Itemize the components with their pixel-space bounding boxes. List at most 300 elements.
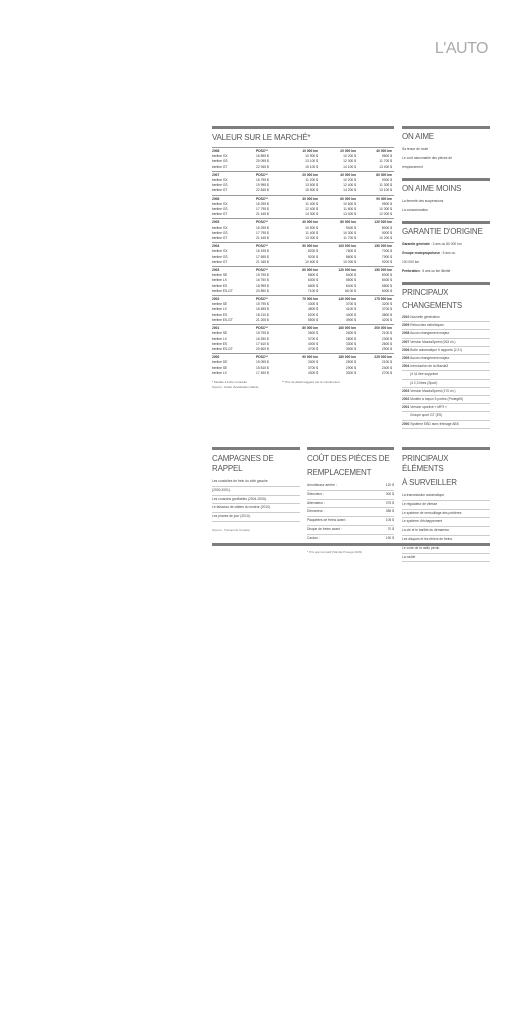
cost-row [307,500,394,509]
table-cell: 7900 $ [381,254,392,259]
header-cell: 2007 [212,172,220,177]
cost-row [307,526,394,535]
header-cell: 80 000 km [376,172,392,177]
list-item: Sa tenue de route [402,147,429,151]
cost-label: Plaquettes de freins avant : [307,518,347,523]
table-cell: 2300 $ [381,336,392,341]
table-row [212,371,394,376]
table-row [212,289,394,294]
list-item: La rouille [402,554,490,563]
section-rule [307,447,394,450]
table-cell: 11 700 $ [379,159,392,164]
table-cell: 2800 $ [345,336,356,341]
table-cell: 10 600 $ [305,259,318,264]
change-item [402,322,490,330]
section-rule [212,447,300,450]
table-cell: 2600 $ [381,341,392,346]
header-cell: 60 000 km [340,196,356,201]
table-cell: 13 400 $ [343,212,356,217]
table-cell: 5800 $ [307,273,318,278]
table-cell: 16 750 $ [256,278,269,283]
year-group [212,171,394,194]
list-item: remplacement [402,165,423,169]
table-cell: 22 945 $ [256,164,269,169]
table-cell: berline GT [212,259,228,264]
table-cell: 2700 $ [381,370,392,375]
table-cell: berline SE [212,302,228,307]
table-cell: berline GT [212,236,228,241]
table-cell: berline ES [212,312,228,317]
table-cell: berline ES [212,283,228,288]
change-text: Groupe sport GT (ES) [410,413,443,418]
note-msrp: ** Prix de détail suggéré par le constructeur [282,379,340,384]
table-cell: 16 895 $ [256,154,269,159]
change-text: Modèle à hayon 5 portes (Protegé5) [410,397,464,402]
table-cell: 16 695 $ [256,307,269,312]
header-cell: 90 000 km [376,196,392,201]
table-cell: 14 300 $ [305,212,318,217]
table-cell: 3300 $ [345,341,356,346]
list-item: La clé et le barillet du démarreur [402,527,490,536]
cost-value: 300 $ [385,491,394,496]
rappel-source: Source : Transports Canada [212,527,250,532]
table-row [212,212,394,217]
garantie-value: : 5 ans ou km illimité [419,269,451,273]
table-cell: 13 100 $ [305,159,318,164]
year-group [212,353,394,376]
header-cell: 70 000 km [302,297,318,302]
table-cell: 2100 $ [381,331,392,336]
header-cell: 175 000 km [374,297,392,302]
table-cell: 21 445 $ [256,236,269,241]
changements-title-1: PRINCIPAUX [402,288,449,297]
list-item: (2000-2001). [212,487,300,496]
list-item: Le faisceau de câbles du moteur (2010). [212,504,300,513]
table-cell: 11 600 $ [343,207,356,212]
change-item [402,404,490,412]
table-cell: 2900 $ [345,365,356,370]
market-value-title: VALEUR SUR LE MARCHÉ* [212,133,311,142]
garantie-label: Groupe motopropulseur [402,251,440,255]
garantie-label: Garantie générale [402,242,430,246]
table-cell: 11 400 $ [305,201,318,206]
header-cell: 120 000 km [338,268,356,273]
table-cell: 21 445 $ [256,212,269,217]
cost-value: 120 $ [385,483,394,487]
header-cell: 160 000 km [338,326,356,331]
list-item: La fermeté des suspensions [402,199,444,203]
cost-value: 190 $ [385,535,394,540]
table-cell: 21 345 $ [256,259,269,264]
change-item [402,412,490,420]
on-aime-section [402,126,490,172]
table-cell: 10 300 $ [379,207,392,212]
table-cell: 20 600 $ [256,346,269,351]
header-cell: 90 000 km [302,355,318,360]
header-cell: 2008 [212,149,220,153]
table-cell: 17 695 $ [256,254,269,259]
change-text: Retouches esthétiques [410,323,444,328]
year-group [212,242,394,265]
table-cell: 9000 $ [381,230,392,235]
table-cell: 5400 $ [345,273,356,278]
table-cell: berline SE [212,331,228,336]
table-cell: 7000 $ [381,249,392,254]
table-cell: 10 600 $ [343,201,356,206]
list-item: Le système d'échappement [402,518,490,527]
table-cell: berline GS [212,254,228,259]
table-cell: 16 195 $ [256,249,269,254]
header-cell: PDSC** [256,196,268,201]
table-cell: 3200 $ [381,302,392,307]
header-cell: 2003 [212,268,220,273]
table-cell: 20 890 $ [256,288,269,293]
brand-logo: L'AUTO [434,40,488,57]
list-item: La consommation [402,208,429,212]
table-cell: berline GS [212,183,228,188]
header-cell: PDSC** [256,355,268,360]
table-row [212,165,394,170]
change-text: Version sportive « MP3 » [410,405,447,410]
note-source: Source : Guide d'évaluation Hebdo [212,384,259,389]
table-cell: berline ES [212,341,228,346]
change-year: 2000 [402,421,410,426]
list-item: Le système de verrouillage des portières [402,510,490,519]
year-group [212,195,394,218]
header-cell: 20 000 km [302,172,318,177]
table-cell: 5000 $ [381,273,392,278]
cout-note: * Prix approximatif (Mazda Protegé 2003) [307,549,363,554]
header-cell: 225 000 km [374,355,392,360]
table-cell: berline GX [212,178,228,183]
list-item: Le coût raisonnable des pièces de [402,156,453,160]
change-year: 2003 [402,388,410,393]
table-cell: berline GX [212,201,228,206]
change-item [402,371,490,379]
change-item [402,339,490,347]
table-cell: 6800 $ [307,283,318,288]
change-item [402,314,490,322]
table-cell: 16 795 $ [256,178,269,183]
change-item [402,421,490,429]
garantie-label: Perforation [402,269,420,273]
section-rule [212,126,394,129]
header-cell: PDSC** [256,244,268,249]
header-cell: 40 000 km [340,172,356,177]
table-cell: 12 000 $ [379,212,392,217]
cost-label: Silencieux : [307,491,324,496]
table-cell: berline LX [212,278,227,283]
garantie-section [402,221,490,276]
table-cell: 22 845 $ [256,188,269,193]
table-cell: 8000 $ [381,225,392,230]
table-cell: 3800 $ [381,312,392,317]
change-year: 2002 [402,397,410,402]
cost-row [307,508,394,517]
table-cell: 5500 $ [307,317,318,322]
change-text: Introduction de la Mazda3 [410,364,449,369]
change-item [402,380,490,388]
header-cell: 2001 [212,326,220,331]
cost-label: Alternateur : [307,500,325,505]
cout-title-1: COÛT DES PIÈCES DE [307,454,390,463]
table-cell: 9600 $ [381,154,392,159]
table-cell: berline GS [212,159,228,164]
table-cell: 4800 $ [307,307,318,312]
change-year: 2008 [402,331,410,336]
change-year: 2007 [402,339,410,344]
changements-section [402,282,490,429]
table-cell: 15 795 $ [256,273,269,278]
change-year: 2006 [402,347,410,352]
table-cell: 16 295 $ [256,225,269,230]
change-year: 2004 [402,364,410,369]
table-cell: 10 300 $ [343,230,356,235]
table-cell: berline SE [212,273,228,278]
change-year: 2001 [402,405,410,410]
table-cell: 19 995 $ [256,183,269,188]
change-year: 2009 [402,323,410,328]
bottom-rule [212,543,490,546]
table-cell: berline ES-GT [212,346,233,351]
table-row [212,260,394,265]
cost-row [307,517,394,526]
table-cell: berline ES-GT [212,317,233,322]
table-cell: 10 000 $ [343,259,356,264]
header-cell: 2006 [212,196,220,201]
table-cell: 9300 $ [381,178,392,183]
change-text: (4 2,3 litres (Sport) [410,380,438,385]
garantie-line [402,240,490,249]
market-value-table [212,147,394,376]
change-year: 2005 [402,356,410,361]
garantie-line [402,267,490,276]
table-cell: 10 200 $ [343,154,356,159]
change-text: Nouvelle génération [410,315,440,319]
table-cell: 2900 $ [381,346,392,351]
table-cell: 3900 $ [345,346,356,351]
header-cell: PDSC** [256,297,268,302]
section-rule [402,178,490,181]
header-cell: PDSC** [256,149,268,153]
note-manual: * Modèle à boîte manuelle [212,379,247,384]
table-row [212,188,394,193]
table-cell: 12 400 $ [305,207,318,212]
table-cell: 4700 $ [307,346,318,351]
table-cell: 3700 $ [381,307,392,312]
table-cell: 3300 $ [307,360,318,365]
change-text: Aucun changement majeur [410,331,450,336]
table-cell: 7600 $ [345,249,356,254]
table-cell: 16 250 $ [256,336,269,341]
header-cell: 120 000 km [374,220,392,225]
header-cell: 140 000 km [338,297,356,302]
table-cell: 5200 $ [307,312,318,317]
table-cell: 15 095 $ [256,360,269,365]
table-cell: 11 700 $ [343,236,356,241]
table-cell: 4400 $ [345,312,356,317]
table-cell: 10 200 $ [343,178,356,183]
garantie-line [402,258,490,267]
year-group [212,324,394,352]
header-cell: 20 000 km [340,149,356,153]
table-cell: 2400 $ [381,365,392,370]
section-rule [402,447,490,450]
header-cell: 2004 [212,244,220,249]
list-item: La transmission automatique [402,492,490,501]
table-cell: 4100 $ [345,307,356,312]
table-cell: 2600 $ [345,331,356,336]
year-group [212,147,394,170]
list-item: Le régulateur de vitesse [402,501,490,510]
table-cell: 3700 $ [345,302,356,307]
table-cell: 11 300 $ [379,183,392,188]
garantie-line [402,249,490,258]
table-cell: 7100 $ [307,288,318,293]
table-cell: 5800 $ [381,283,392,288]
header-cell: 40 000 km [376,149,392,153]
table-cell: 3500 $ [307,331,318,336]
table-cell: 13 400 $ [379,164,392,169]
table-cell: berline GX [212,225,228,230]
table-cell: 13 100 $ [379,188,392,193]
table-cell: 17 610 $ [256,341,269,346]
table-cell: 3700 $ [307,336,318,341]
year-group [212,266,394,294]
header-cell: PDSC** [256,172,268,177]
table-cell: berline GS [212,207,228,212]
header-cell: 2000 [212,355,220,360]
surveiller-title-2: À SURVEILLER [402,478,457,487]
header-cell: 40 000 km [302,220,318,225]
table-cell: berline GT [212,164,228,169]
cost-label: Disque de freins avant : [307,526,342,531]
table-cell: berline SE [212,365,228,370]
table-cell: 66 00 $ [345,288,356,293]
table-cell: 18 995 $ [256,283,269,288]
garantie-value: : 3 ans ou 80 000 km [429,242,462,246]
table-cell: 4000 $ [307,341,318,346]
table-cell: berline GS [212,230,228,235]
change-item [402,363,490,371]
table-cell: 15 795 $ [256,331,269,336]
cost-value: 385 $ [385,509,394,514]
table-cell: berline GT [212,212,228,217]
table-cell: 11 400 $ [305,230,318,235]
on-aime-title: ON AIME [402,132,434,141]
cout-section [307,447,394,554]
table-cell: berline DE [212,360,228,365]
table-cell: 15 500 $ [305,188,318,193]
cost-row [307,482,394,491]
year-group [212,218,394,241]
change-item [402,330,490,338]
change-year: 2010 [402,315,410,319]
cost-row [307,491,394,500]
year-group [212,295,394,323]
change-text: Boîte automatique 5 rapports (2,3 l) [410,347,463,352]
list-item: Les coussins gonflables (2004-2005). [212,496,300,505]
cost-label: Démarreur : [307,509,325,514]
section-rule [402,282,490,285]
table-cell: 2500 $ [345,360,356,365]
table-cell: 8200 $ [307,249,318,254]
table-cell: 15 795 $ [256,302,269,307]
table-cell: 10 900 $ [305,154,318,159]
header-cell: 2002 [212,297,220,302]
cost-label: Amortisseur arrière : [307,483,337,487]
cost-value: 375 $ [385,500,394,505]
table-cell: berline GT [212,188,228,193]
header-cell: PDSC** [256,268,268,273]
market-value-section [212,126,394,390]
market-value-notes [212,380,394,390]
header-cell: 80 000 km [340,220,356,225]
surveiller-title-1: PRINCIPAUX ÉLÉMENTS [402,454,449,473]
change-text: Version MazdaSpeed (263 ch.) [410,339,456,344]
header-cell: 2005 [212,220,220,225]
table-cell: 10 500 $ [305,225,318,230]
change-item [402,347,490,355]
list-item: Les phares de jour (2010). [212,513,300,522]
table-cell: 17 490 $ [256,370,269,375]
table-cell: 13 000 $ [305,236,318,241]
table-cell: berline LX [212,307,227,312]
list-item: Le code de la radio perdu [402,545,490,554]
cost-label: Cardan : [307,535,320,540]
list-item: Les disques et les étriers de freins [402,536,490,545]
rappel-title: CAMPAGNES DE RAPPEL [212,454,274,473]
right-column [402,126,490,435]
on-aime-moins-section [402,178,490,215]
table-cell: berline GX [212,154,228,159]
table-cell: 18 210 $ [256,312,269,317]
change-item [402,355,490,363]
table-cell: 9200 $ [381,259,392,264]
table-row [212,236,394,241]
table-cell: 6000 $ [381,288,392,293]
table-cell: 14 200 $ [343,188,356,193]
cout-title-2: REMPLACEMENT [307,468,372,477]
table-cell: 4200 $ [381,317,392,322]
change-text: (4 l,6 litre supprimé [410,372,439,377]
table-cell: berline LX [212,370,227,375]
table-cell: 9500 $ [381,201,392,206]
rappel-section [212,447,300,532]
table-cell: 15 815 $ [256,365,269,370]
table-cell: berline GX [212,249,228,254]
table-cell: 3700 $ [307,365,318,370]
change-item [402,396,490,404]
table-cell: 16 295 $ [256,201,269,206]
table-cell: 9200 $ [307,254,318,259]
header-cell: PDSC** [256,326,268,331]
change-text: Aucun changement majeur [410,356,450,361]
header-cell: 50 000 km [302,244,318,249]
cost-value: 70 $ [387,526,394,531]
header-cell: 150 000 km [374,244,392,249]
header-cell: 100 000 km [338,244,356,249]
table-cell: 17 795 $ [256,207,269,212]
table-cell: 6400 $ [345,283,356,288]
header-cell: 60 000 km [302,268,318,273]
header-cell: PDSC** [256,220,268,225]
header-cell: 80 000 km [302,326,318,331]
on-aime-moins-title: ON AIME MOINS [402,184,462,193]
garantie-value: 100 000 km [402,260,420,264]
table-cell: 5400 $ [381,278,392,283]
header-cell: 180 000 km [338,355,356,360]
